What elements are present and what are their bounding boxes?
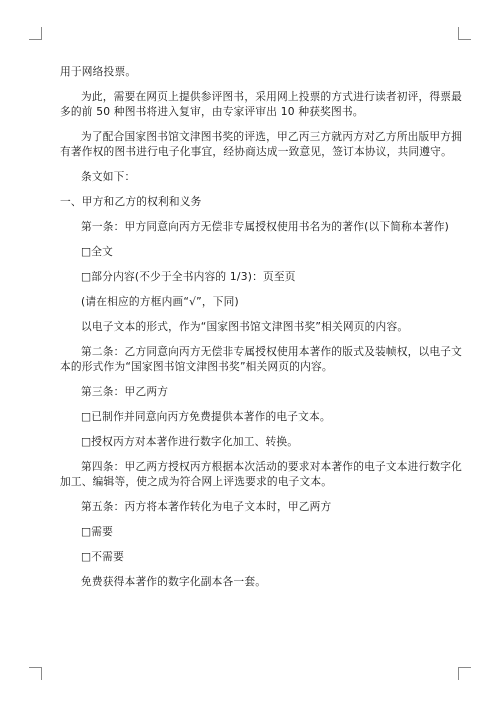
text-line: (请在相应的方框内画“√”，下同) bbox=[81, 295, 239, 308]
line-spacer bbox=[60, 334, 442, 344]
line-spacer bbox=[60, 374, 442, 384]
text-line: 有著作权的图书进行电子化事宜，经协商达成一致意见，签订本协议，共同遵守。 bbox=[60, 145, 452, 158]
crop-mark-bottom-right bbox=[458, 667, 471, 680]
line-spacer bbox=[60, 489, 442, 499]
text-line: 免费获得本著作的数字化副本各一套。 bbox=[81, 575, 267, 588]
document-body bbox=[60, 64, 463, 589]
line-spacer bbox=[60, 159, 442, 169]
text-line: 为了配合国家图书馆文津图书奖的评选，甲乙丙三方就丙方对乙方所出版甲方拥 bbox=[81, 130, 463, 143]
text-line: 用于网络投票。 bbox=[60, 65, 137, 78]
text-line: 多的前 50 种图书将进入复审，由专家评审出 10 种获奖图书。 bbox=[60, 105, 364, 118]
line-spacer bbox=[60, 399, 442, 409]
crop-mark-bottom-left bbox=[29, 667, 42, 680]
line-spacer bbox=[60, 424, 442, 434]
line-spacer bbox=[60, 564, 442, 574]
line-spacer bbox=[60, 284, 442, 294]
text-line: □需要 bbox=[81, 525, 114, 538]
text-line: 第一条：甲方同意向丙方无偿非专属授权使用书名为的著作(以下简称本著作) bbox=[81, 220, 450, 233]
text-line: 本的形式作为“国家图书馆文津图书奖”相关网页的内容。 bbox=[60, 360, 333, 373]
text-line: 第四条：甲乙两方授权丙方根据本次活动的要求对本著作的电子文本进行数字化 bbox=[81, 460, 463, 473]
line-spacer bbox=[60, 309, 442, 319]
text-line: 第五条：丙方将本著作转化为电子文本时，甲乙两方 bbox=[81, 500, 332, 513]
text-line: □全文 bbox=[81, 245, 114, 258]
text-line: □已制作并同意向丙方免费提供本著作的电子文本。 bbox=[81, 410, 331, 423]
text-line: 第三条：甲乙两方 bbox=[81, 385, 169, 398]
line-spacer bbox=[60, 209, 442, 219]
line-spacer bbox=[60, 514, 442, 524]
crop-mark-top-right bbox=[458, 27, 471, 40]
line-spacer bbox=[60, 119, 442, 129]
line-spacer bbox=[60, 259, 442, 269]
text-line: 加工、编辑等，使之成为符合网上评选要求的电子文本。 bbox=[60, 475, 333, 488]
line-spacer bbox=[60, 539, 442, 549]
text-line: □部分内容(不少于全书内容的 1/3)：页至页 bbox=[81, 270, 296, 283]
line-spacer bbox=[60, 79, 442, 89]
text-line: 条文如下： bbox=[81, 170, 136, 183]
text-line: 第二条：乙方同意向丙方无偿非专属授权使用本著作的版式及装帧权，以电子文 bbox=[81, 345, 463, 358]
text-line: □不需要 bbox=[81, 550, 124, 563]
line-spacer bbox=[60, 449, 442, 459]
line-spacer bbox=[60, 184, 442, 194]
line-spacer bbox=[60, 234, 442, 244]
text-line: 一、甲方和乙方的权利和义务 bbox=[60, 195, 202, 208]
text-line: 为此，需要在网页上提供参评图书，采用网上投票的方式进行读者初评，得票最 bbox=[81, 90, 463, 103]
text-line: 以电子文本的形式，作为“国家图书馆文津图书奖”相关网页的内容。 bbox=[81, 320, 409, 333]
text-line: □授权丙方对本著作进行数字化加工、转换。 bbox=[81, 435, 299, 448]
crop-mark-top-left bbox=[29, 27, 42, 40]
